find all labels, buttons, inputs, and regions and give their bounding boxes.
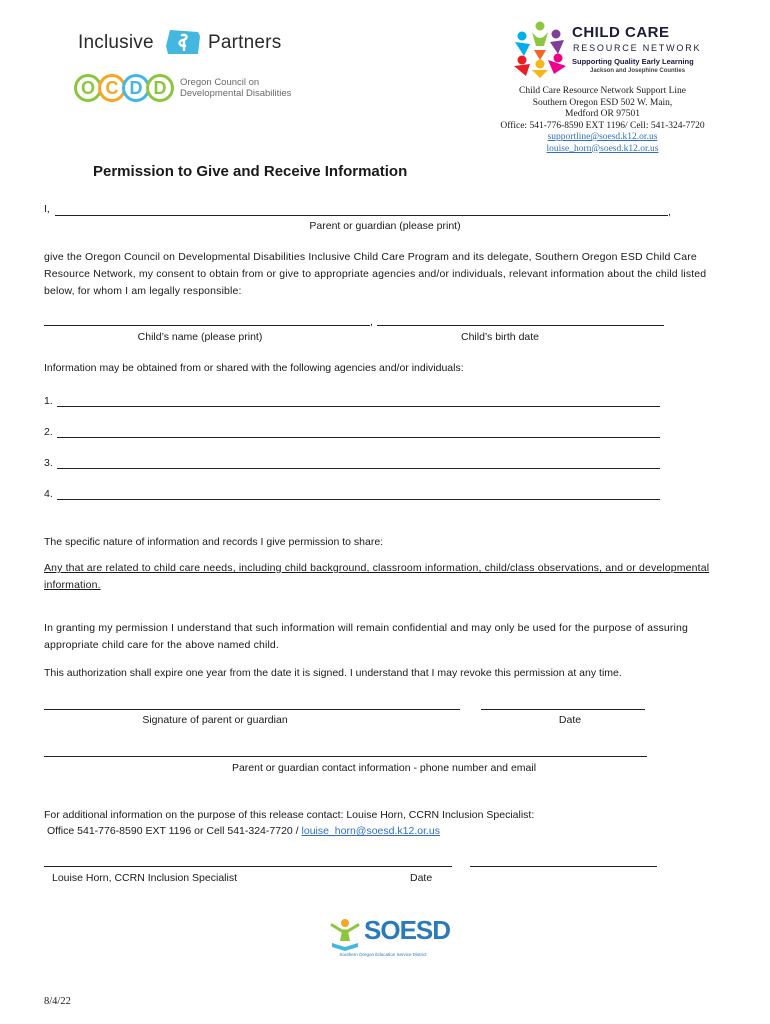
child-name-label: Child’s name (please print)	[137, 331, 263, 343]
oregon-state-icon	[164, 28, 204, 56]
additional-info-line-1: For additional information on the purpose of this release contact: Louise Horn, CCRN Inclusion Specialist:	[44, 809, 535, 821]
contact-line-2: Southern Oregon ESD 502 W. Main,	[532, 97, 673, 108]
nature-paragraph: Any that are related to child care needs, including child background, classroom information, child/class observations, and or developmental information.	[44, 562, 710, 591]
agency-field-2[interactable]	[57, 437, 660, 438]
contact-line-3: Medford OR 97501	[565, 109, 640, 119]
contact-line-4: Office: 541-776-8590 EXT 1196/ Cell: 541-324-7720	[500, 120, 705, 131]
page-title: Permission to Give and Receive Information	[93, 163, 408, 180]
inclusive-partners-logo	[78, 26, 293, 62]
ocdd-letter-c: C	[98, 74, 126, 102]
ocdd-letter-d2: D	[146, 74, 174, 102]
children-figures-icon	[512, 20, 568, 78]
agency-number-4: 4.	[44, 488, 53, 500]
child-birthdate-field[interactable]	[377, 325, 664, 326]
ocdd-letter-d1: D	[122, 74, 150, 102]
soesd-logo	[328, 915, 451, 960]
agency-field-4[interactable]	[57, 499, 660, 500]
ccrn-counties: Jackson and Josephine Counties	[590, 68, 686, 74]
agencies-intro: Information may be obtained from or shared with the following agencies and/or individuals:	[44, 362, 464, 374]
consent-paragraph: give the Oregon Council on Developmental Disabilities Inclusive Child Care Program and its delegate, Southern Oregon ESD Child Care Resource Network, my consent to obtain from or give to appropriate agencies and/or individuals, relevant information about the child listed below, for whom I am legally responsible:	[44, 251, 707, 297]
soesd-name: SOESD	[364, 915, 451, 945]
ocdd-letter-o: O	[74, 74, 102, 102]
agency-field-1[interactable]	[57, 406, 660, 407]
signature-label: Signature of parent or guardian	[142, 714, 288, 726]
soesd-subtitle: Southern Oregon Education Service District	[339, 952, 427, 957]
nature-intro: The specific nature of information and records I give permission to share:	[44, 536, 384, 548]
i-prefix: I,	[44, 203, 50, 215]
supportline-email-link[interactable]: supportline@soesd.k12.or.us	[547, 132, 658, 142]
signature-date-field[interactable]	[481, 709, 645, 710]
specialist-label: Louise Horn, CCRN Inclusion Specialist	[52, 872, 237, 884]
agency-number-1: 1.	[44, 395, 53, 407]
child-name-field[interactable]	[44, 325, 370, 326]
ocdd-name: Oregon Council on Developmental Disabilities	[180, 77, 292, 99]
child-birthdate-label: Child’s birth date	[460, 331, 540, 343]
ccrn-subtitle: RESOURCE NETWORK	[573, 43, 702, 53]
footer-date: 8/4/22	[44, 996, 71, 1007]
ccrn-tagline: Supporting Quality Early Learning	[572, 57, 694, 66]
child-name-comma: ,	[370, 316, 373, 328]
agency-number-3: 3.	[44, 457, 53, 469]
contact-line-1: Child Care Resource Network Support Line	[518, 86, 686, 96]
reader-figure-icon	[328, 917, 362, 951]
ocdd-logo	[74, 70, 304, 110]
parent-name-label: Parent or guardian (please print)	[309, 220, 461, 232]
signature-field[interactable]	[44, 709, 460, 710]
contact-header	[470, 86, 735, 155]
specialist-date-label: Date	[410, 872, 433, 884]
logo-text-partners: Partners	[208, 32, 282, 53]
expire-paragraph: This authorization shall expire one year from the date it is signed. I understand that I may revoke this permission at any time.	[44, 667, 622, 679]
signature-date-label: Date	[558, 714, 582, 726]
additional-info-line-2: Office 541-776-8590 EXT 1196 or Cell 541-324-7720 / louise_horn@soesd.k12.or.us	[47, 825, 441, 837]
agency-field-3[interactable]	[57, 468, 660, 469]
parent-name-field[interactable]	[55, 215, 668, 216]
agency-number-2: 2.	[44, 426, 53, 438]
specialist-signature-field[interactable]	[44, 866, 452, 867]
logo-text-inclusive: Inclusive	[78, 32, 154, 53]
confidential-paragraph: In granting my permission I understand that such information will remain confidential and may only be used for the purpose of assuring appropriate child care for the above named child.	[44, 622, 689, 651]
additional-email-link[interactable]: louise_horn@soesd.k12.or.us	[301, 825, 441, 837]
ccrn-title: CHILD CARE	[572, 24, 670, 41]
guardian-contact-field[interactable]	[44, 756, 647, 757]
specialist-date-field[interactable]	[470, 866, 657, 867]
guardian-contact-label: Parent or guardian contact information - phone number and email	[231, 762, 537, 774]
ccrn-logo	[510, 20, 710, 80]
louise-email-link[interactable]: louise_horn@soesd.k12.or.us	[546, 143, 659, 154]
trailing-comma: ,	[668, 206, 671, 218]
